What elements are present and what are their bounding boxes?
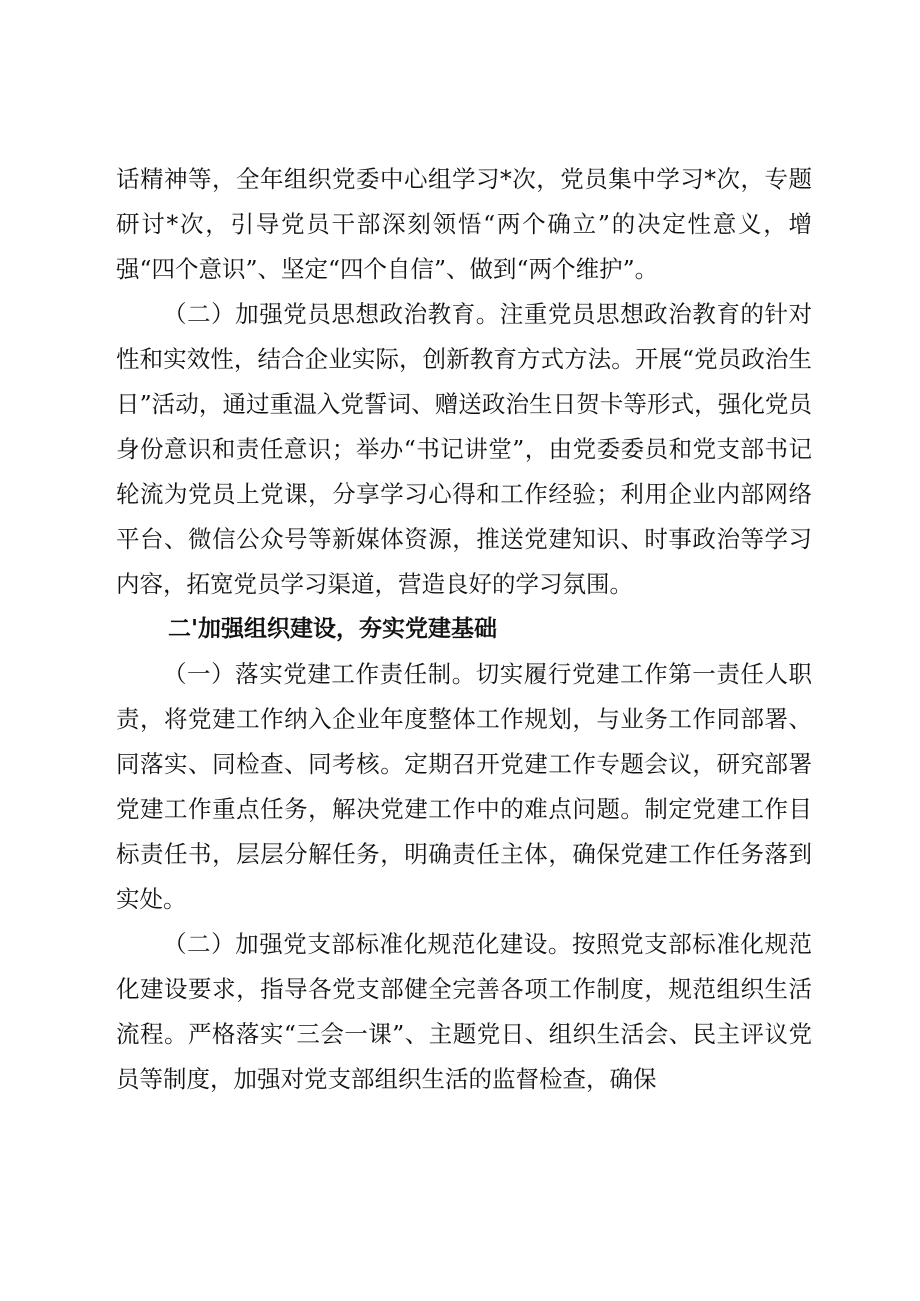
paragraph-continuation: 话精神等，全年组织党委中心组学习*次，党员集中学习*次，专题研讨*次，引导党员干部深刻领悟“两个确立”的决定性意义，增强“四个意识”、坚定“四个自信”、做到“两个维护”。 <box>116 165 812 283</box>
section-heading-organization: 二'加强组织建设，夯实党建基础 <box>168 616 498 642</box>
paragraph-political-education: （二）加强党员思想政治教育。注重党员思想政治教育的针对性和实效性，结合企业实际，创新教育方式方法。开展“党员政治生日”活动，通过重温入党誓词、赠送政治生日贺卡等形式，强化党员身份意识和责任意识；举办“书记讲堂”，由党委委员和党支部书记轮流为党员上党课，分享学习心得和工作经验；利用企业内部网络平台、微信公众号等新媒体资源，推送党建知识、时事政治等学习内容，拓宽党员学习渠道，营造良好的学习氛围。 <box>116 300 812 598</box>
document-body <box>116 157 812 1102</box>
paragraph-branch-standardization: （二）加强党支部标准化规范化建设。按照党支部标准化规范化建设要求，指导各党支部健全完善各项工作制度，规范组织生活流程。严格落实“三会一课”、主题党日、组织生活会、民主评议党员等制度，加强对党支部组织生活的监督检查，确保 <box>116 930 812 1093</box>
paragraph-responsibility-system: （一）落实党建工作责任制。切实履行党建工作第一责任人职责，将党建工作纳入企业年度整体工作规划，与业务工作同部署、同落实、同检查、同考核。定期召开党建工作专题会议，研究部署党建工作重点任务，解决党建工作中的难点问题。制定党建工作目标责任书，层层分解任务，明确责任主体，确保党建工作任务落到实处。 <box>116 660 812 913</box>
